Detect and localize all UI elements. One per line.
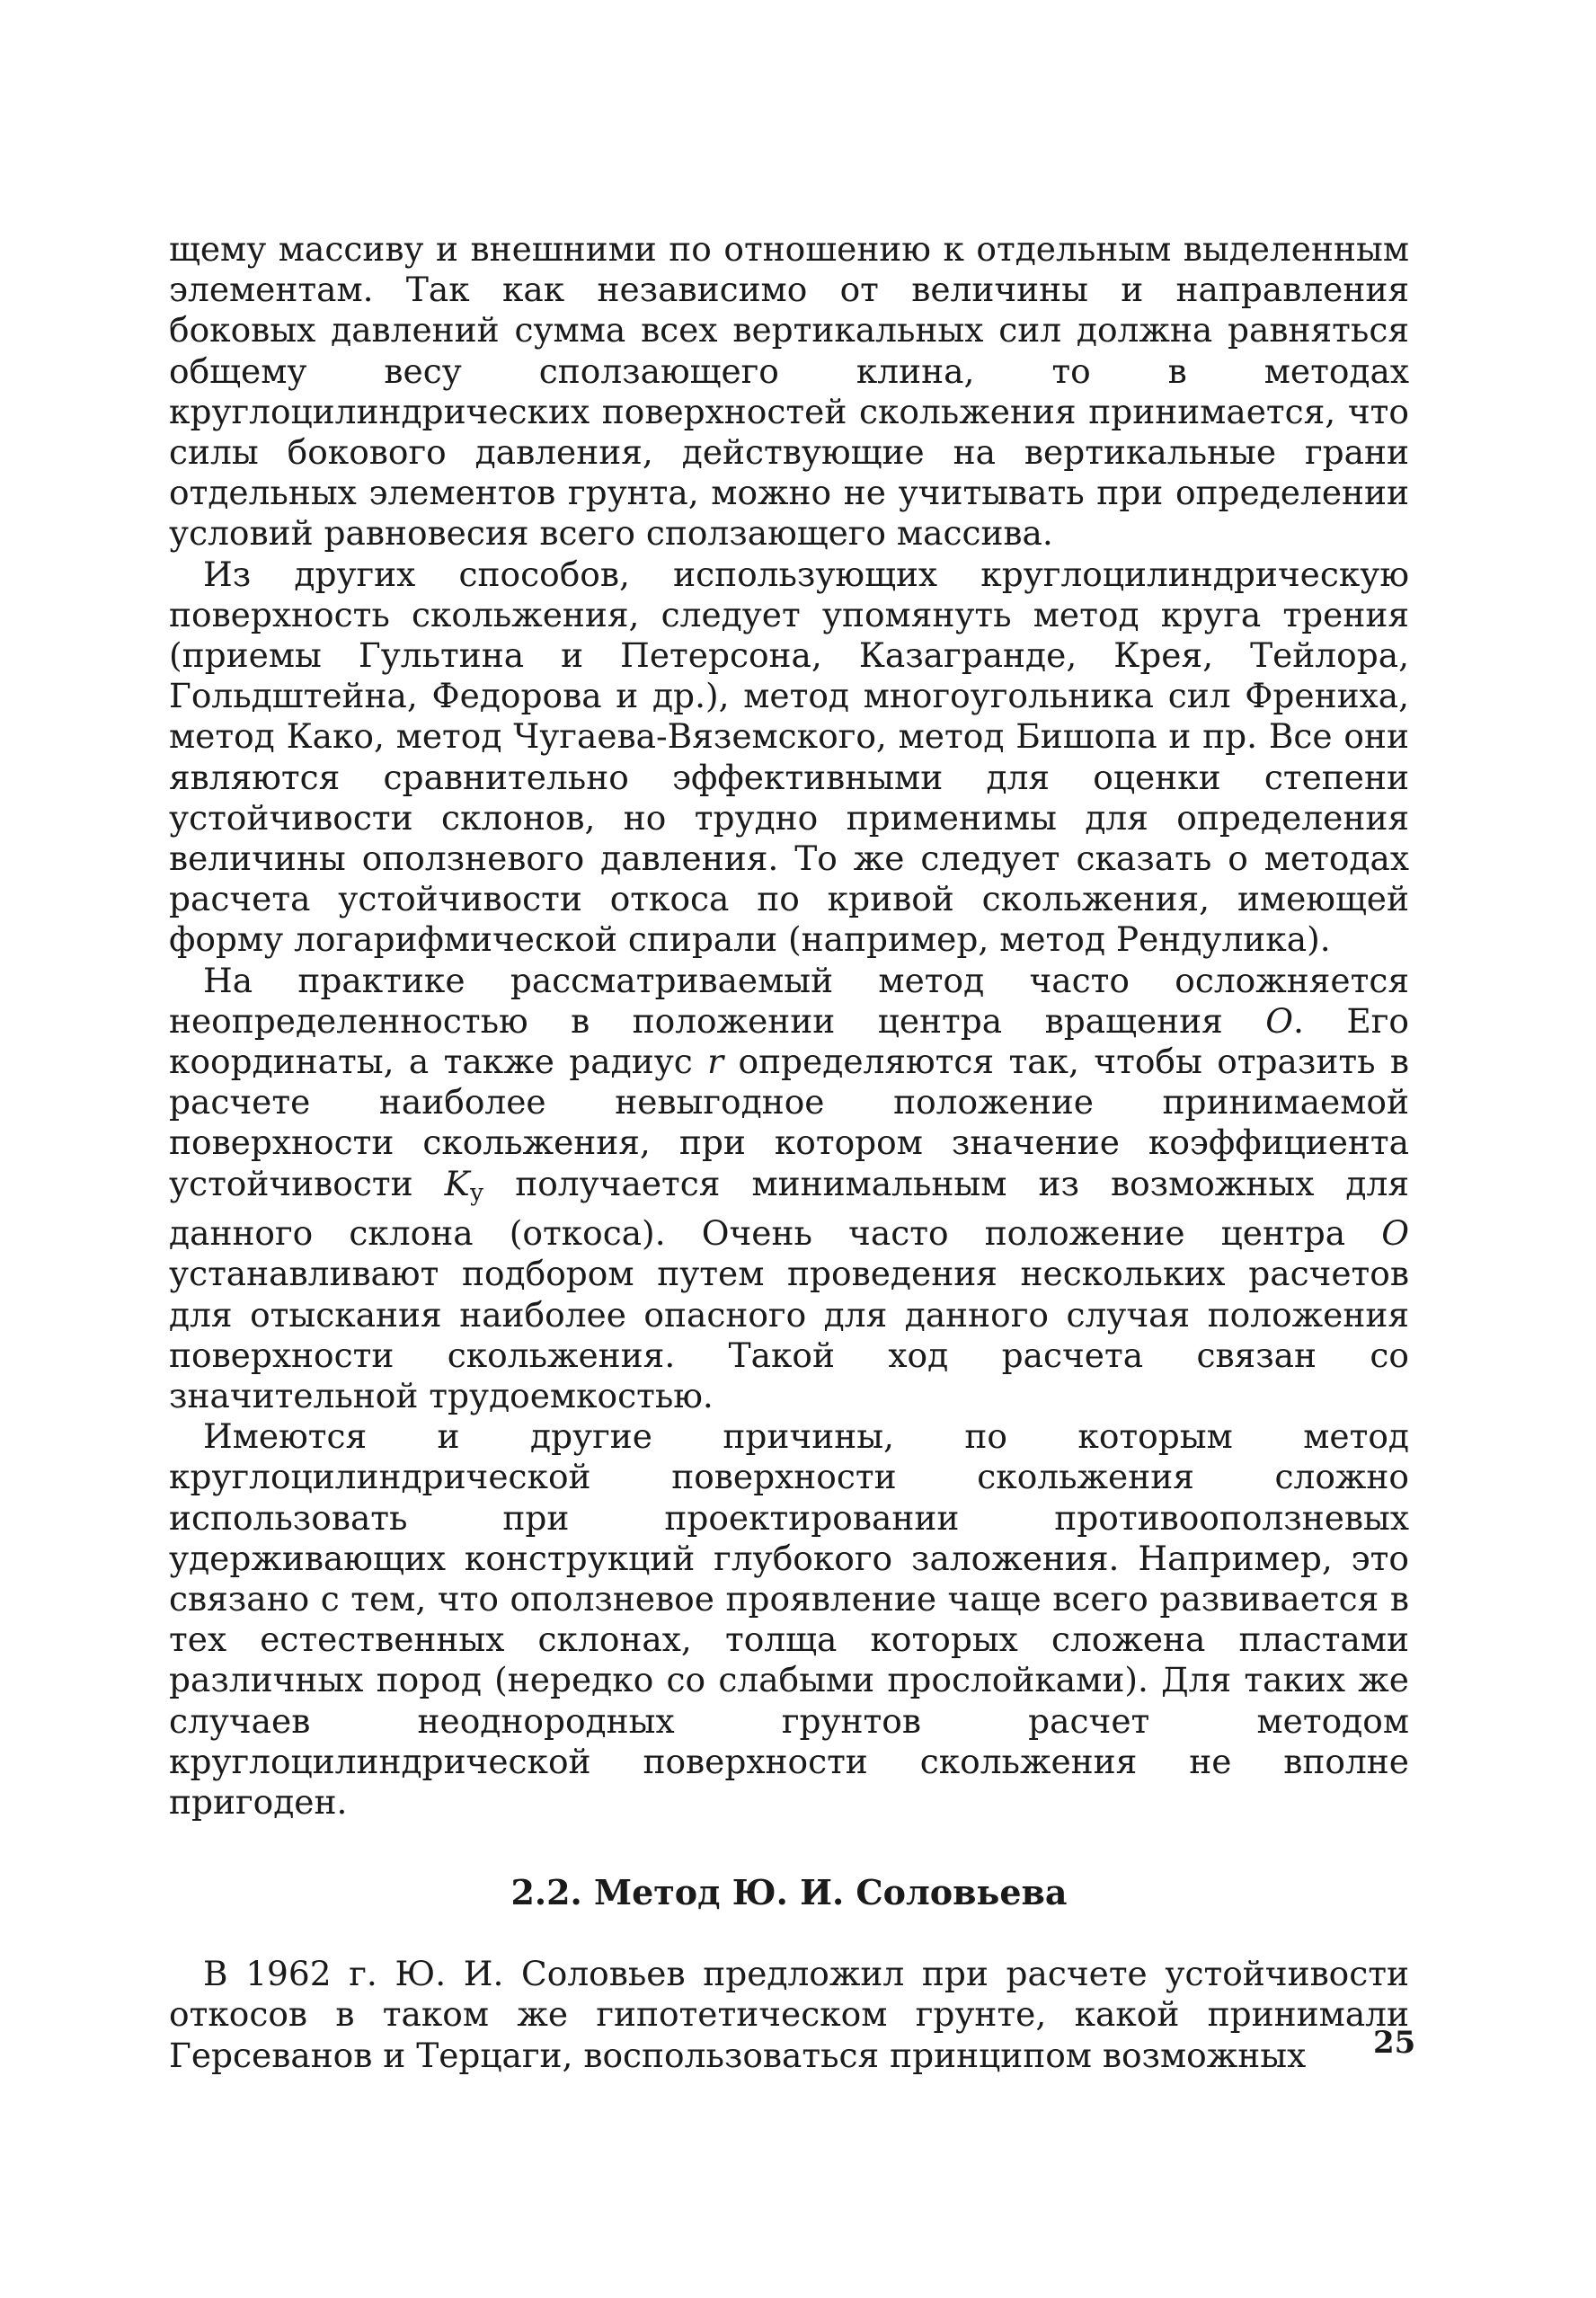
paragraph-other-reasons: Имеются и другие причины, по которым метод круглоцилиндрической поверхности скольжения сложно использовать при проектировании противооползневых удерживающих конструкций глубокого заложения. Например, это связано с тем, что оползневое проявление чаще всего развивается в тех естественных склонах, толща которых сложена пластами различных пород (нередко со слабыми прослойками). Для таких же случаев неоднородных грунтов расчет методом круглоцилиндрической поверхности скольжения не вполне пригоден. <box>169 1416 1409 1822</box>
paragraph-soloviev: В 1962 г. Ю. И. Соловьев предложил при расчете устойчивости откосов в таком же гипотетическом грунте, какой принимали Герсеванов и Терцаги, воспользоваться принципом возможных <box>169 1954 1409 2075</box>
page-number: 25 <box>1373 2025 1416 2061</box>
symbol-r: r <box>707 1042 724 1082</box>
text-run: . Его координаты, а также радиус <box>169 1000 1409 1082</box>
text-run: определяются так, чтобы отразить в расчете наиболее невыгодное положение принимаемой поверхности скольжения, при котором значение коэффициента устойчивости <box>169 1042 1409 1203</box>
symbol-K-subscript: у <box>469 1178 484 1206</box>
symbol-O: O <box>1381 1213 1409 1254</box>
symbol-K: K <box>444 1163 470 1203</box>
section-heading: 2.2. Метод Ю. И. Соловьева <box>510 1872 1068 1913</box>
paragraph-other-methods: Из других способов, использующих круглоцилиндрическую поверхность скольжения, следует упомянуть метод круга трения (приемы Гультина и Петерсона, Казагранде, Крея, Тейлора, Гольдштейна, Федорова и др.), метод многоугольника сил Френиха, метод Како, метод Чугаева-Вяземского, метод Бишопа и пр. Все они являются сравнительно эффективными для оценки степени устойчивости склонов, но трудно применимы для определения величины оползневого давления. То же следует сказать о методах расчета устойчивости откоса по кривой скольжения, имеющей форму логарифмической спирали (например, метод Рендулика). <box>169 554 1409 960</box>
paragraph-continuation: щему массиву и внешними по отношению к отдельным выделенным элементам. Так как независимо от величины и направления боковых давлений сумма всех вертикальных сил должна равняться общему весу сползающего клина, то в методах круглоцилиндрических поверхностей скольжения принимается, что силы бокового давления, действующие на вертикальные грани отдельных элементов грунта, можно не учитывать при определении условий равновесия всего сползающего массива. <box>169 229 1409 554</box>
page-body <box>169 229 1409 2076</box>
text-run: На практике рассматриваемый метод часто осложняется неопределенностью в положении центра вращения <box>169 960 1409 1041</box>
symbol-O: O <box>1265 1000 1293 1041</box>
paragraph-practice <box>169 961 1409 1416</box>
text-run: устанавливают подбором путем проведения нескольких расчетов для отыскания наиболее опасного для данного случая положения поверхности скольжения. Такой ход расчета связан со значительной трудоемкостью. <box>169 1254 1409 1415</box>
text-run: получается минимальным из возможных для данного склона (откоса). Очень часто положение центра <box>169 1163 1409 1254</box>
